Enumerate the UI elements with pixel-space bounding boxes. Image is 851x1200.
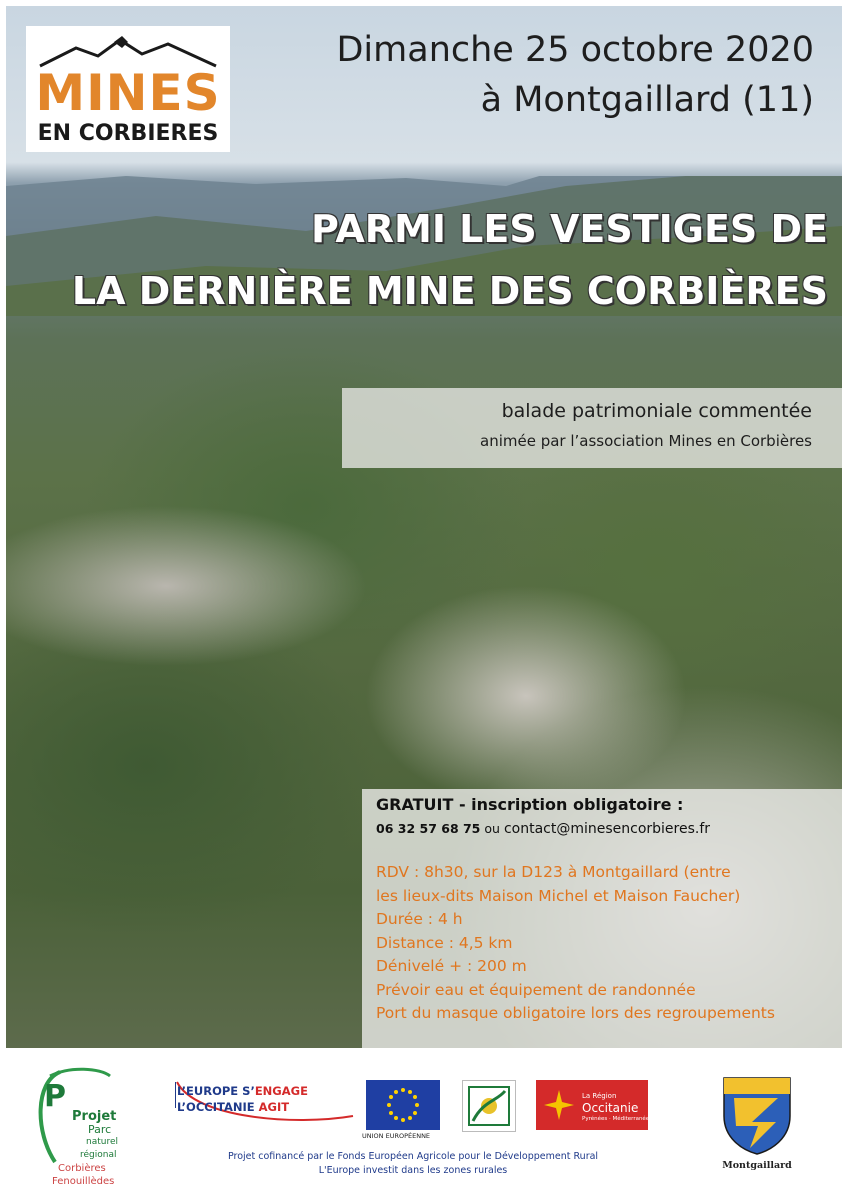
logo-word-mines: MINES (35, 64, 221, 122)
headline-line-1: PARMI LES VESTIGES DE (310, 207, 828, 251)
organizer-name: Mines en Corbières (668, 432, 812, 450)
europe-engage-logo (175, 1078, 355, 1128)
registration-contact (376, 821, 710, 837)
parc-line-regional: régional (80, 1150, 117, 1160)
balade-organizer (480, 432, 812, 450)
cofin-line-1: Projet cofinancé par le Fonds Européen Agricole pour le Développement Rural (227, 1151, 599, 1162)
registration-phone: 06 32 57 68 75 (376, 821, 481, 836)
occitan-cross-icon (542, 1088, 576, 1122)
parc-line-parc: Parc (88, 1123, 112, 1136)
detail-rdv-2: les lieux-dits Maison Michel et Maison Faucher) (376, 886, 741, 905)
headline-line-2: LA DERNIÈRE MINE DES CORBIÈRES (71, 269, 828, 313)
detail-rdv-1: RDV : 8h30, sur la D123 à Montgaillard (entre (376, 863, 731, 881)
organizer-prefix: animée par l’association (480, 432, 664, 450)
logo-word-en-corbieres: EN CORBIERES (37, 121, 219, 146)
mountain-logo-icon (36, 32, 220, 68)
detail-duree: Durée : 4 h (376, 910, 463, 928)
cofin-line-2: L'Europe investit dans les zones rurales (318, 1165, 508, 1176)
svg-text:P: P (44, 1079, 66, 1114)
registration-or: ou (484, 821, 500, 836)
europe-line-2: L’OCCITANIE AGIT (177, 1100, 290, 1114)
europe-line-1: L’EUROPE S’ENGAGE (177, 1084, 308, 1098)
region-label-1: La Région (582, 1092, 617, 1100)
region-label-2: Occitanie (582, 1101, 639, 1115)
parc-naturel-text (52, 1109, 118, 1188)
event-location: à Montgaillard (11) (480, 80, 814, 120)
region-occitanie-logo (536, 1080, 648, 1130)
detail-equipement: Prévoir eau et équipement de randonnée (376, 980, 696, 999)
eu-caption: UNION EUROPÉENNE (362, 1132, 431, 1140)
balade-subtitle: balade patrimoniale commentée (501, 400, 812, 422)
event-date: Dimanche 25 octobre 2020 (336, 30, 814, 70)
poster-photo (6, 6, 842, 1048)
parc-line-naturel: naturel (86, 1137, 118, 1147)
eu-flag-icon (366, 1080, 440, 1130)
leader-logo-icon (462, 1080, 516, 1132)
region-label-3: Pyrénées · Méditerranée (582, 1116, 650, 1122)
registration-email: contact@minesencorbieres.fr (503, 821, 711, 837)
parc-line-fenouilledes: Fenouillèdes (52, 1176, 115, 1187)
registration-title: GRATUIT - inscription obligatoire : (376, 795, 684, 814)
parc-line-projet: Projet (72, 1109, 117, 1124)
balade-banner (342, 388, 842, 468)
mines-en-corbieres-logo (26, 26, 230, 152)
detail-masque: Port du masque obligatoire lors des regroupements (376, 1004, 775, 1022)
info-panel (362, 789, 842, 1048)
montgaillard-caption: Montgaillard (722, 1160, 792, 1171)
cofinancement-text (212, 1150, 614, 1178)
parc-line-corbieres: Corbières (58, 1163, 106, 1174)
detail-denivele: Dénivelé + : 200 m (376, 957, 527, 975)
montgaillard-shield-icon (722, 1076, 792, 1156)
event-details (376, 861, 838, 1026)
detail-distance: Distance : 4,5 km (376, 933, 513, 952)
